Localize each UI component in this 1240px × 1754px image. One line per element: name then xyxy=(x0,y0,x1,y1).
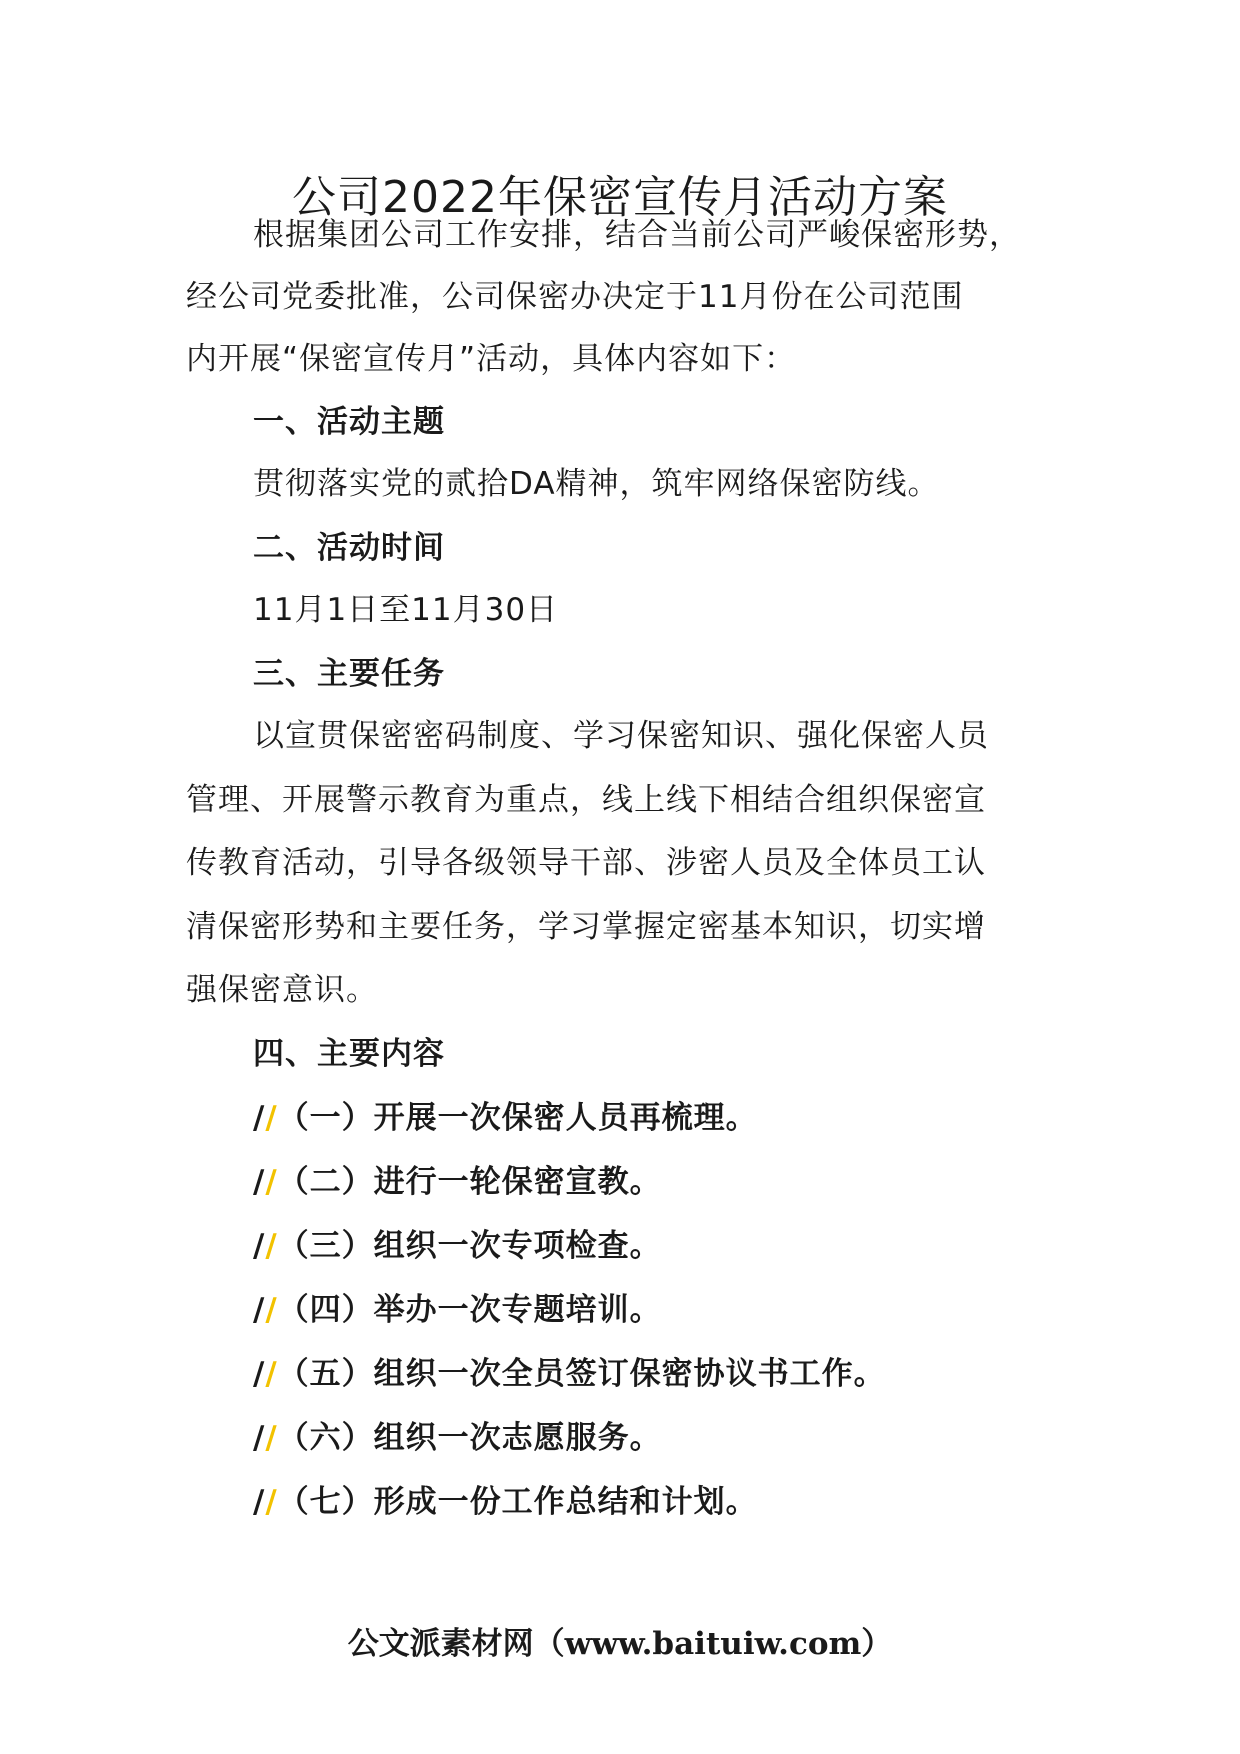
content-item xyxy=(253,1416,662,1460)
marker-slash: / xyxy=(253,1420,266,1456)
content-item xyxy=(253,1160,662,1204)
document-title: 公司2022年保密宣传月活动方案 xyxy=(292,172,948,223)
content-item xyxy=(253,1096,758,1140)
content-item-label: （一）开展一次保密人员再梳理。 xyxy=(277,1100,758,1136)
marker-slash: / xyxy=(253,1100,266,1136)
marker-slash: / xyxy=(253,1164,266,1200)
marker-slash: / xyxy=(253,1292,266,1328)
content-item-label: （二）进行一轮保密宣教。 xyxy=(277,1164,662,1200)
tasks-line-1: 以宣贯保密密码制度、学习保密知识、强化保密人员 xyxy=(253,718,989,754)
marker-slash-accent: / xyxy=(265,1228,278,1264)
marker-slash-accent: / xyxy=(265,1356,278,1392)
marker-slash-accent: / xyxy=(265,1420,278,1456)
marker-slash: / xyxy=(253,1356,266,1392)
footer-watermark-text: 公文派素材网（www.baituiw.com） xyxy=(347,1626,893,1662)
intro-line-1: 根据集团公司工作安排，结合当前公司严峻保密形势， xyxy=(253,217,1021,253)
marker-slash-accent: / xyxy=(265,1292,278,1328)
content-item-label: （六）组织一次志愿服务。 xyxy=(277,1420,662,1456)
section-heading-time: 二、活动时间 xyxy=(253,530,445,566)
marker-slash: / xyxy=(253,1228,266,1264)
marker-slash-accent: / xyxy=(265,1484,278,1520)
marker-slash-accent: / xyxy=(265,1164,278,1200)
content-item xyxy=(253,1224,662,1268)
tasks-line-5: 强保密意识。 xyxy=(186,972,378,1008)
content-item xyxy=(253,1288,662,1332)
content-item xyxy=(253,1352,886,1396)
intro-line-2: 经公司党委批准，公司保密办决定于11月份在公司范围 xyxy=(186,279,964,315)
section-body-theme: 贯彻落实党的贰拾DA精神，筑牢网络保密防线。 xyxy=(253,466,940,502)
section-heading-tasks: 三、主要任务 xyxy=(253,656,445,692)
content-item-label: （七）形成一份工作总结和计划。 xyxy=(277,1484,758,1520)
section-heading-content: 四、主要内容 xyxy=(253,1036,445,1072)
content-item-label: （四）举办一次专题培训。 xyxy=(277,1292,662,1328)
marker-slash-accent: / xyxy=(265,1100,278,1136)
tasks-line-4: 清保密形势和主要任务，学习掌握定密基本知识，切实增 xyxy=(186,909,986,945)
tasks-line-3: 传教育活动，引导各级领导干部、涉密人员及全体员工认 xyxy=(186,845,986,881)
content-item-label: （三）组织一次专项检查。 xyxy=(277,1228,662,1264)
marker-slash: / xyxy=(253,1484,266,1520)
content-item xyxy=(253,1480,758,1524)
intro-line-3: 内开展“保密宣传月”活动，具体内容如下： xyxy=(186,341,797,377)
section-heading-theme: 一、活动主题 xyxy=(253,404,445,440)
tasks-line-2: 管理、开展警示教育为重点，线上线下相结合组织保密宣 xyxy=(186,782,986,818)
content-item-label: （五）组织一次全员签订保密协议书工作。 xyxy=(277,1356,886,1392)
section-body-time: 11月1日至11月30日 xyxy=(253,592,559,628)
